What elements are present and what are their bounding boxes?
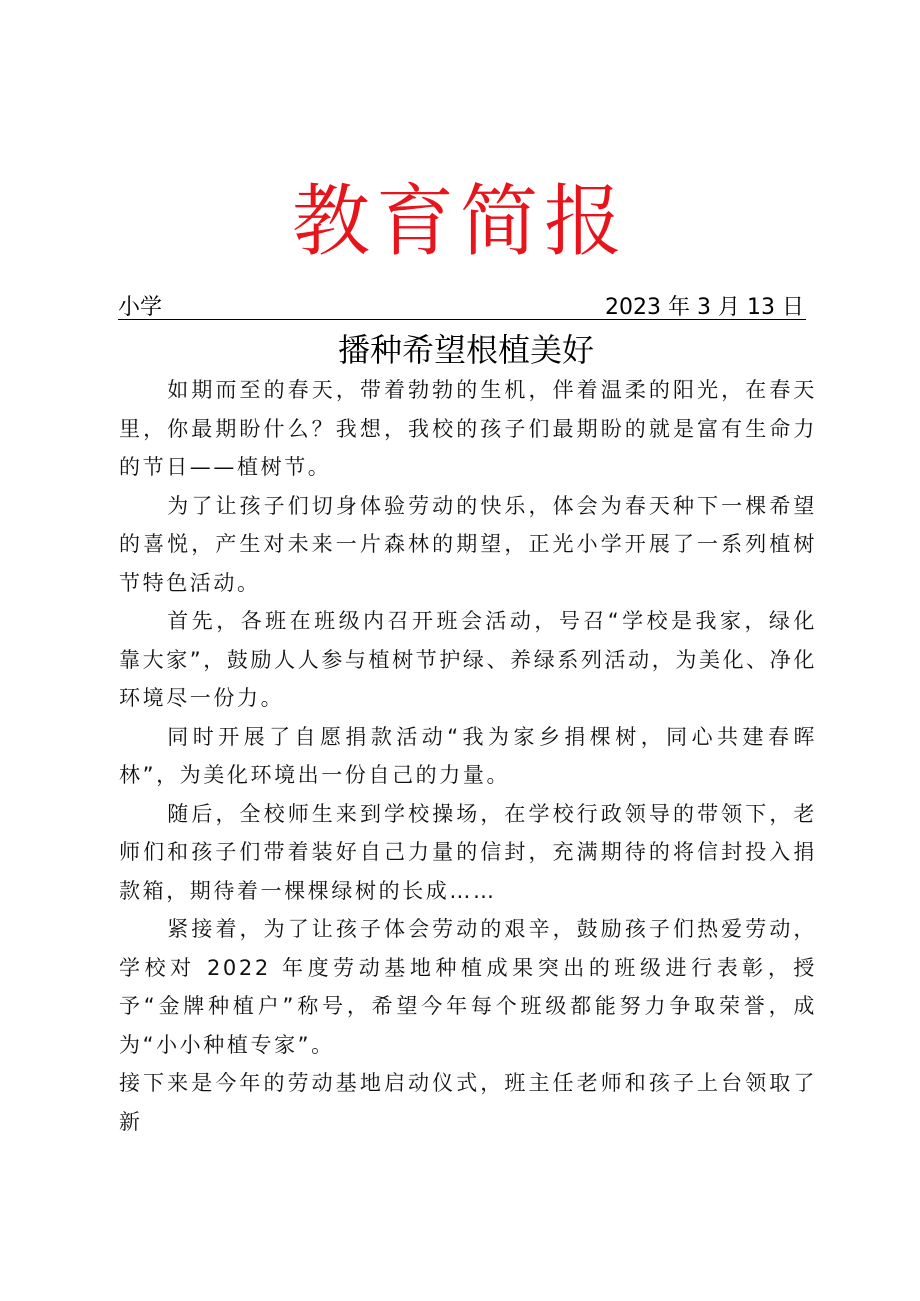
article-paragraph: 随后，全校师生来到学校操场，在学校行政领导的带领下，老师们和孩子们带着装好自己力量的信封，充满期待的将信封投入捐款箱，期待着一棵棵绿树的长成……	[119, 801, 817, 903]
masthead-title: 教育简报	[291, 177, 628, 267]
article-paragraph: 同时开展了自愿捐款活动“我为家乡捐棵树，同心共建春晖林”，为美化环境出一份自己的力量。	[119, 724, 817, 787]
article-paragraph: 接下来是今年的劳动基地启动仪式，班主任老师和孩子上台领取了新	[119, 1071, 817, 1134]
article-paragraph: 为了让孩子们切身体验劳动的快乐，体会为春天种下一棵希望的喜悦，产生对未来一片森林的期望，正光小学开展了一系列植树节特色活动。	[119, 493, 817, 595]
article-paragraph: 紧接着，为了让孩子体会劳动的艰辛，鼓励孩子们热爱劳动，学校对 2022 年度劳动基地种植成果突出的班级进行表彰，授予“金牌种植户”称号，希望今年每个班级都能努力争取荣誉，成为“小小种植专家”。	[119, 917, 817, 1057]
article-paragraph: 如期而至的春天，带着勃勃的生机，伴着温柔的阳光，在春天里，你最期盼什么？我想，我校的孩子们最期盼的就是富有生命力的节日——植树节。	[119, 378, 817, 479]
issue-date: 2023 年 3 月 13 日	[605, 295, 804, 320]
school-name: 小学	[118, 295, 163, 320]
article-body	[119, 371, 817, 1141]
header-rule	[118, 319, 806, 320]
article-headline: 播种希望根植美好	[337, 331, 594, 369]
article-paragraph: 首先，各班在班级内召开班会活动，号召“学校是我家，绿化靠大家”，鼓励人人参与植树节护绿、养绿系列活动，为美化、净化环境尽一份力。	[119, 609, 817, 710]
